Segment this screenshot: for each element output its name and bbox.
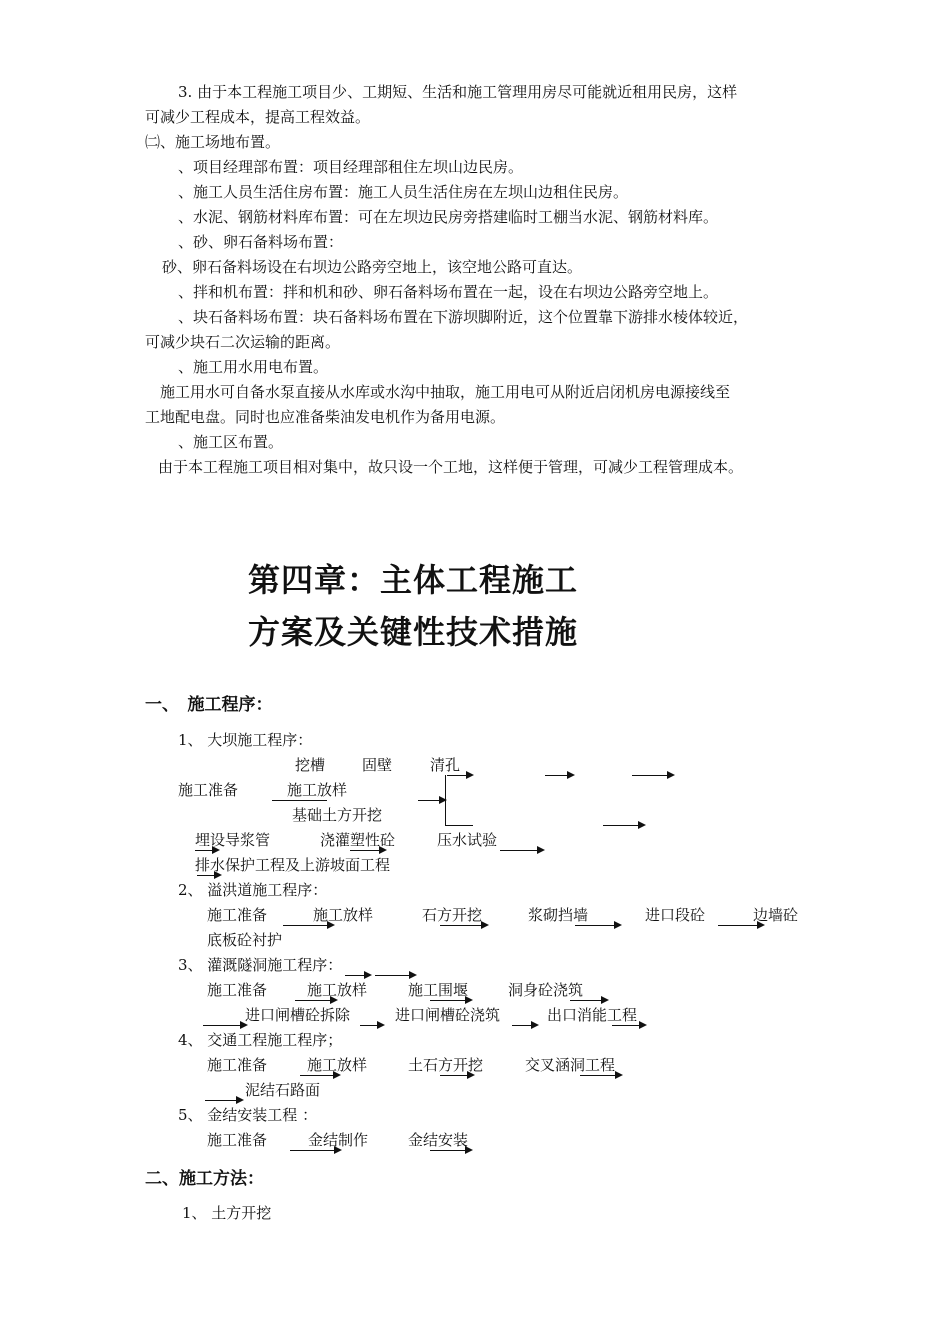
tunnel-arrow-7 bbox=[360, 1025, 378, 1026]
tunnel-step-3: 施工围堰 bbox=[408, 981, 469, 999]
traffic-step-2: 施工放样 bbox=[307, 1056, 368, 1074]
tunnel-arrow-8 bbox=[512, 1025, 532, 1026]
site-item-7-body-1: 施工用水可自备水泵直接从水库或水沟中抽取，施工用电可从附近启闭机房电源接线至 bbox=[160, 383, 731, 401]
dam-arrow-1 bbox=[447, 775, 467, 776]
dam-line-prep bbox=[272, 800, 327, 801]
dam-step-gubi: 固壁 bbox=[362, 756, 393, 774]
tunnel-arrow-1 bbox=[345, 975, 365, 976]
gate-procedure-label: 5、 金结安装工程 ： bbox=[178, 1106, 318, 1124]
traffic-arrow-3 bbox=[580, 1075, 616, 1076]
traffic-step-1: 施工准备 bbox=[207, 1056, 268, 1074]
tunnel-step2-2: 进口闸槽砼浇筑 bbox=[395, 1006, 501, 1024]
spillway-arrow-4 bbox=[718, 925, 758, 926]
tunnel-step2-3: 出口消能工程 bbox=[547, 1006, 638, 1024]
site-item-7-body-2: 工地配电盘。同时也应准备柴油发电机作为备用电源。 bbox=[145, 408, 506, 426]
dam-step-layout: 施工放样 bbox=[287, 781, 348, 799]
dam-procedure-label: 1、 大坝施工程序： bbox=[178, 731, 313, 749]
gate-arrow-2 bbox=[430, 1150, 466, 1151]
dam-arrow-7 bbox=[350, 850, 380, 851]
site-item-6-cont: 可减少块石二次运输的距离。 bbox=[145, 333, 341, 351]
gate-step-2: 金结制作 bbox=[308, 1131, 369, 1149]
spillway-step-last: 底板砼衬护 bbox=[207, 931, 283, 949]
tunnel-step2-1: 进口闸槽砼拆除 bbox=[245, 1006, 351, 1024]
dam-branch-line bbox=[445, 775, 446, 825]
dam-line-branch-bottom bbox=[445, 825, 473, 826]
traffic-step-last: 泥结石路面 bbox=[245, 1081, 321, 1099]
traffic-arrow-1 bbox=[300, 1075, 334, 1076]
site-item-8: 、施工区布置。 bbox=[178, 433, 284, 451]
tunnel-arrow-3 bbox=[295, 1000, 331, 1001]
traffic-arrow-2 bbox=[440, 1075, 468, 1076]
chapter-title-line-1: 第四章：主体工程施工 bbox=[248, 561, 579, 599]
dam-step-pour: 浇灌塑性砼 bbox=[320, 831, 396, 849]
dam-step-drain: 排水保护工程及上游坡面工程 bbox=[195, 856, 391, 874]
tunnel-arrow-6 bbox=[203, 1025, 241, 1026]
tunnel-step-2: 施工放样 bbox=[307, 981, 368, 999]
section-2-heading: 二、施工方法： bbox=[145, 1169, 264, 1189]
traffic-arrow-4 bbox=[205, 1100, 237, 1101]
dam-arrow-8 bbox=[500, 850, 538, 851]
dam-arrow-9 bbox=[197, 875, 215, 876]
spillway-arrow-1 bbox=[283, 925, 328, 926]
dam-step-wacao: 挖槽 bbox=[295, 756, 326, 774]
traffic-procedure-label: 4、 交通工程施工程序； bbox=[178, 1031, 343, 1049]
site-item-6: 、块石备料场布置：块石备料场布置在下游坝脚附近，这个位置靠下游排水棱体较近， bbox=[178, 308, 749, 326]
dam-arrow-3 bbox=[632, 775, 668, 776]
traffic-step-3: 土石方开挖 bbox=[408, 1056, 484, 1074]
dam-step-foundation: 基础土方开挖 bbox=[292, 806, 383, 824]
tunnel-arrow-5 bbox=[570, 1000, 602, 1001]
spillway-procedure-label: 2、 溢洪道施工程序： bbox=[178, 881, 328, 899]
dam-step-qingkong: 清孔 bbox=[430, 756, 461, 774]
section-2-item-1: 1、 土方开挖 bbox=[182, 1204, 272, 1222]
tunnel-step-1: 施工准备 bbox=[207, 981, 268, 999]
dam-arrow-6 bbox=[195, 850, 213, 851]
site-item-5: 、拌和机布置：拌和机和砂、卵石备料场布置在一起，设在右坝边公路旁空地上。 bbox=[178, 283, 719, 301]
tunnel-step-4: 洞身砼浇筑 bbox=[508, 981, 584, 999]
dam-step-grout: 埋设导浆管 bbox=[195, 831, 271, 849]
dam-step-pressure: 压水试验 bbox=[437, 831, 498, 849]
traffic-step-4: 交叉涵洞工程 bbox=[525, 1056, 616, 1074]
dam-arrow-5 bbox=[603, 825, 639, 826]
spillway-step-4: 浆砌挡墙 bbox=[528, 906, 589, 924]
tunnel-arrow-2 bbox=[375, 975, 410, 976]
intro-line-1: 3. 由于本工程施工项目少、工期短、生活和施工管理用房尽可能就近租用民房，这样 bbox=[178, 83, 738, 101]
site-layout-heading: ㈡、施工场地布置。 bbox=[145, 133, 281, 151]
spillway-arrow-3 bbox=[575, 925, 615, 926]
spillway-arrow-2 bbox=[440, 925, 482, 926]
intro-line-2: 可减少工程成本，提高工程效益。 bbox=[145, 108, 371, 126]
site-item-4-body: 砂、卵石备料场设在右坝边公路旁空地上，该空地公路可直达。 bbox=[162, 258, 583, 276]
spillway-step-6: 边墙砼 bbox=[753, 906, 799, 924]
site-item-8-body: 由于本工程施工项目相对集中，故只设一个工地，这样便于管理，可减少工程管理成本。 bbox=[158, 458, 744, 476]
spillway-step-1: 施工准备 bbox=[207, 906, 268, 924]
site-item-7: 、施工用水用电布置。 bbox=[178, 358, 329, 376]
site-item-1: 、项目经理部布置：项目经理部租住左坝山边民房。 bbox=[178, 158, 524, 176]
tunnel-arrow-4 bbox=[430, 1000, 466, 1001]
tunnel-arrow-9 bbox=[612, 1025, 640, 1026]
spillway-step-5: 进口段砼 bbox=[645, 906, 706, 924]
chapter-title-line-2: 方案及关键性技术措施 bbox=[248, 613, 579, 651]
spillway-step-2: 施工放样 bbox=[313, 906, 374, 924]
dam-arrow-4 bbox=[418, 800, 440, 801]
gate-step-3: 金结安装 bbox=[408, 1131, 469, 1149]
tunnel-procedure-label: 3、 灌溉隧洞施工程序： bbox=[178, 956, 343, 974]
gate-step-1: 施工准备 bbox=[207, 1131, 268, 1149]
site-item-2: 、施工人员生活住房布置：施工人员生活住房在左坝山边租住民房。 bbox=[178, 183, 629, 201]
site-item-4: 、砂、卵石备料场布置： bbox=[178, 233, 344, 251]
site-item-3: 、水泥、钢筋材料库布置：可在左坝边民房旁搭建临时工棚当水泥、钢筋材料库。 bbox=[178, 208, 719, 226]
gate-arrow-1 bbox=[290, 1150, 335, 1151]
spillway-step-3: 石方开挖 bbox=[422, 906, 483, 924]
section-1-heading: 一、 施工程序： bbox=[145, 695, 273, 715]
dam-step-prep: 施工准备 bbox=[178, 781, 239, 799]
dam-arrow-2 bbox=[545, 775, 568, 776]
